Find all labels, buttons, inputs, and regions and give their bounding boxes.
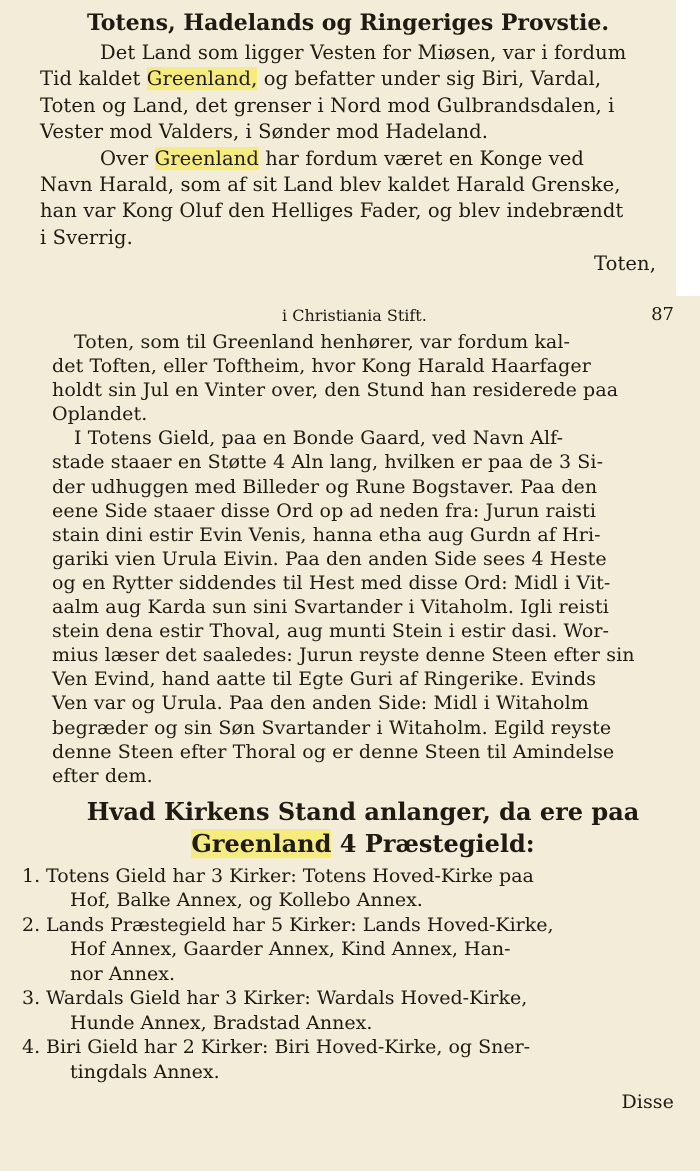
- page-number: 87: [651, 304, 674, 325]
- list-item-continuation: [22, 888, 674, 913]
- item-text: Lands Præstegield har 5 Kirker: Lands Hoved-Kirke,: [46, 913, 554, 936]
- text-line: holdt sin Jul en Vinter over, den Stund han residerede paa: [52, 379, 619, 402]
- list-item-continuation: [22, 1060, 674, 1085]
- upper-page-fragment: [0, 0, 676, 296]
- list-item: [22, 1035, 674, 1060]
- text-line: denne Steen efter Thoral og er denne Steen til Amindelse: [52, 740, 615, 763]
- item-number: [22, 888, 46, 913]
- text-line: I Totens Gield, paa en Bonde Gaard, ved Navn Alf-: [74, 427, 564, 450]
- catchword: Disse: [621, 1091, 674, 1114]
- list-item-continuation: [22, 1011, 674, 1036]
- item-number: [22, 1011, 46, 1036]
- list-item: [22, 986, 674, 1011]
- text-line: Ven var og Urula. Paa den anden Side: Midl i Witaholm: [52, 692, 589, 715]
- item-number: 4.: [22, 1036, 41, 1059]
- church-heading-line-1: Hvad Kirkens Stand anlanger, da ere paa: [86, 796, 640, 826]
- text-line: efter dem.: [52, 764, 153, 787]
- text-line: [40, 40, 656, 66]
- item-number: [22, 1060, 46, 1085]
- text-segment: i Sverrig.: [40, 225, 133, 249]
- church-heading-rest: 4 Præstegield:: [331, 828, 535, 858]
- section-heading: Totens, Hadelands og Ringeriges Provstie.: [86, 10, 610, 36]
- list-item: [22, 864, 674, 889]
- list-item: [22, 913, 674, 938]
- text-line: [40, 146, 656, 172]
- text-line: [40, 66, 656, 92]
- parish-list: [22, 864, 674, 1085]
- list-item-continuation: [22, 962, 674, 987]
- catchword: Toten,: [594, 252, 656, 276]
- text-line: eene Side staaer disse Ord op ad neden fra: Jurun raisti: [52, 499, 597, 522]
- paragraph-1: [40, 40, 656, 146]
- text-line: begræder og sin Søn Svartander i Witaholm. Egild reyste: [52, 716, 612, 739]
- text-segment: Tid kaldet: [40, 67, 147, 91]
- text-line: stade staaer en Støtte 4 Aln lang, hvilken er paa de 3 Si-: [52, 451, 604, 474]
- text-line: stain dini estir Evin Venis, hanna etha aug Gurdn af Hri-: [52, 523, 601, 546]
- item-text: tingdals Annex.: [70, 1060, 220, 1083]
- item-text: Hof Annex, Gaarder Annex, Kind Annex, Han-: [70, 938, 511, 961]
- text-segment: han var Kong Oluf den Helliges Fader, og blev indebrændt: [40, 199, 624, 223]
- lower-page: [0, 296, 700, 1171]
- text-segment: Vester mod Valders, i Sønder mod Hadeland.: [40, 120, 489, 144]
- text-line: gariki vien Urula Eivin. Paa den anden Side sees 4 Heste: [52, 547, 607, 570]
- highlighted-term: Greenland: [154, 146, 259, 170]
- text-line: stein dena estir Thoval, aug munti Stein i estir dasi. Wor-: [52, 620, 610, 643]
- item-text: Hof, Balke Annex, og Kollebo Annex.: [70, 889, 423, 912]
- text-line: der udhuggen med Billeder og Rune Bogstaver. Paa den: [52, 475, 598, 498]
- text-line: Ven Evind, hand aatte til Egte Guri af Ringerike. Evinds: [52, 668, 597, 691]
- highlighted-term: Greenland,: [146, 67, 258, 91]
- text-line: mius læser det saaledes: Jurun reyste denne Steen efter sin: [52, 644, 635, 667]
- text-line: [40, 93, 656, 119]
- text-line: aalm aug Karda sun sini Svartander i Vitaholm. Igli reisti: [52, 596, 609, 619]
- running-head-title: i Christiania Stift.: [282, 306, 427, 325]
- list-item-continuation: [22, 937, 674, 962]
- item-text: Biri Gield har 2 Kirker: Biri Hoved-Kirke, og Sner-: [46, 1036, 531, 1059]
- highlighted-term: Greenland: [191, 828, 332, 858]
- item-text: nor Annex.: [70, 962, 175, 985]
- church-heading: [52, 796, 674, 860]
- paragraph-runestone: [52, 426, 674, 787]
- text-segment: Navn Harald, som af sit Land blev kaldet Harald Grenske,: [40, 173, 621, 197]
- item-text: Hunde Annex, Bradstad Annex.: [70, 1011, 373, 1034]
- text-line: [40, 119, 656, 145]
- church-heading-line-2: [52, 828, 674, 860]
- text-line: og en Rytter siddendes til Hest med disse Ord: Midl i Vit-: [52, 571, 611, 594]
- text-line: [40, 225, 656, 251]
- text-line: det Toften, eller Toftheim, hvor Kong Harald Haarfager: [52, 355, 591, 378]
- item-number: [22, 937, 46, 962]
- item-text: Totens Gield har 3 Kirker: Totens Hoved-Kirke paa: [46, 864, 534, 887]
- item-number: 1.: [22, 864, 41, 887]
- text-line: [40, 172, 656, 198]
- text-line: [40, 198, 656, 224]
- item-number: 2.: [22, 913, 41, 936]
- item-text: Wardals Gield har 3 Kirker: Wardals Hoved-Kirke,: [46, 987, 528, 1010]
- text-segment: Toten og Land, det grenser i Nord mod Gulbrandsdalen, i: [40, 93, 615, 117]
- text-line: Toten, som til Greenland henhører, var fordum kal-: [74, 331, 571, 353]
- text-segment: har fordum været en Konge ved: [258, 146, 584, 170]
- item-number: 3.: [22, 987, 41, 1010]
- text-segment: Over: [100, 146, 155, 170]
- text-segment: Det Land som ligger Vesten for Miøsen, var i fordum: [100, 41, 627, 64]
- text-line: Oplandet.: [52, 403, 148, 426]
- paragraph-toten: [52, 330, 674, 426]
- running-head: [52, 302, 674, 330]
- text-segment: og befatter under sig Biri, Vardal,: [257, 67, 602, 91]
- paragraph-2: [40, 146, 656, 252]
- item-number: [22, 962, 46, 987]
